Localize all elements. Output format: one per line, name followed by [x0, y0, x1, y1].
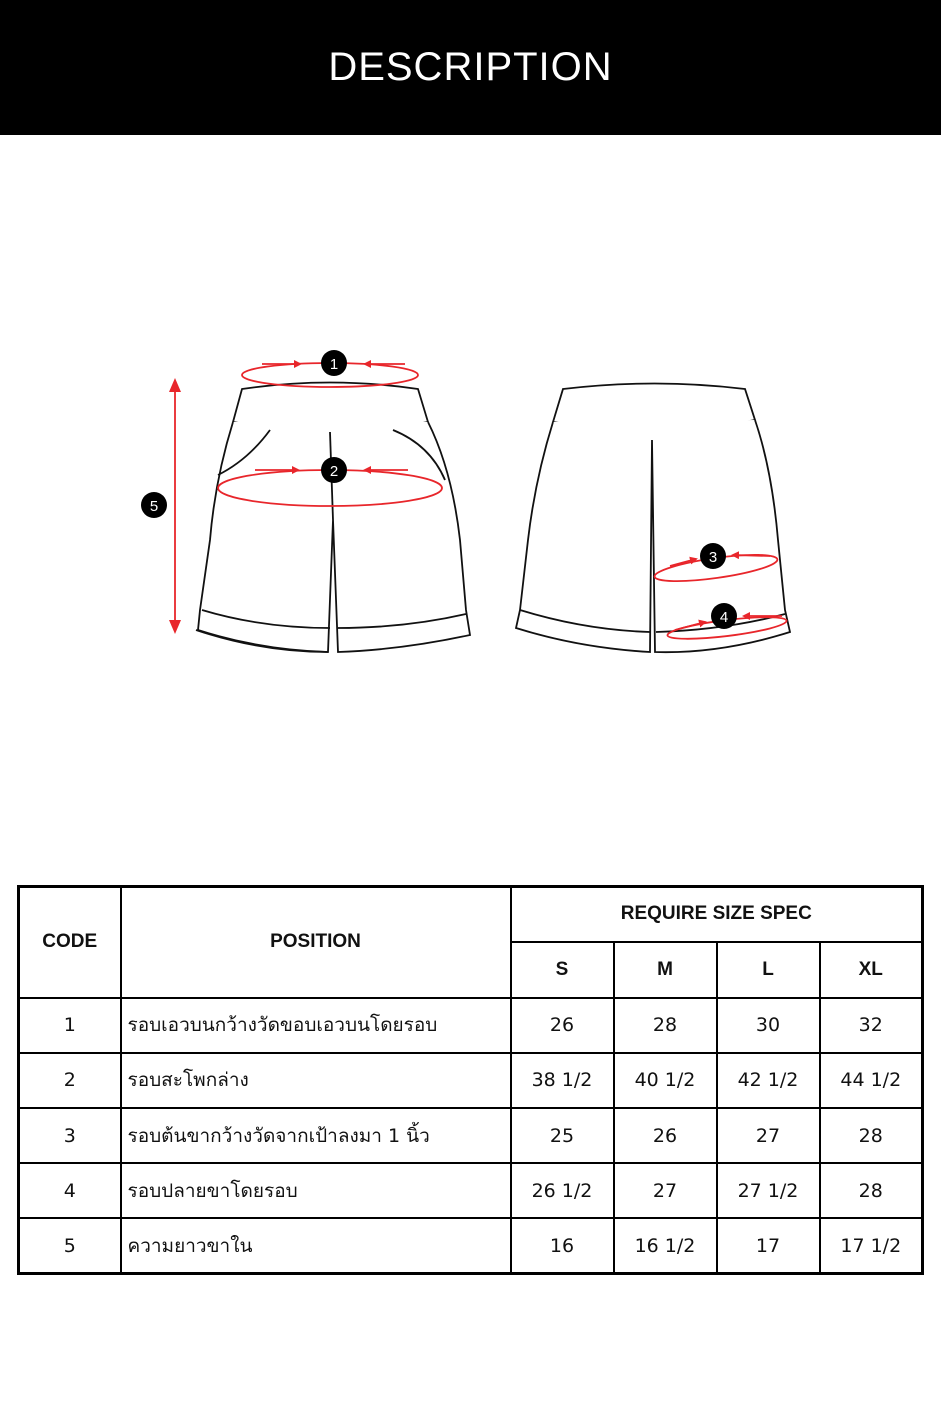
marker-2	[321, 457, 347, 483]
code-cell: 2	[19, 1053, 121, 1108]
shorts-back-view	[516, 384, 790, 653]
svg-text:4: 4	[719, 609, 729, 626]
size-cell: 28	[820, 1163, 923, 1218]
size-cell: 26	[511, 998, 614, 1053]
table-row	[19, 1053, 923, 1108]
position-cell: รอบปลายขาโดยรอบ	[121, 1163, 511, 1218]
size-cell: 27	[614, 1163, 717, 1218]
size-cell: 17 1/2	[820, 1218, 923, 1273]
position-cell: รอบเอวบนกว้างวัดขอบเอวบนโดยรอบ	[121, 998, 511, 1053]
code-cell: 3	[19, 1108, 121, 1163]
svg-text:1: 1	[329, 356, 339, 373]
position-cell: รอบสะโพกล่าง	[121, 1053, 511, 1108]
table-row	[19, 998, 923, 1053]
size-cell: 30	[717, 998, 820, 1053]
page-header	[0, 0, 941, 135]
size-cell: 17	[717, 1218, 820, 1273]
shorts-measurement-diagram	[0, 330, 941, 690]
marker-5	[141, 492, 167, 518]
size-cell: 26 1/2	[511, 1163, 614, 1218]
size-cell: 27	[717, 1108, 820, 1163]
table-row	[19, 1163, 923, 1218]
size-cell: 28	[820, 1108, 923, 1163]
size-header-m: M	[614, 942, 717, 998]
svg-text:2: 2	[329, 463, 339, 480]
size-cell: 40 1/2	[614, 1053, 717, 1108]
size-spec-table	[17, 885, 924, 1275]
size-header-l: L	[717, 942, 820, 998]
marker-3	[700, 543, 726, 569]
shorts-front-view	[196, 383, 470, 653]
size-cell: 42 1/2	[717, 1053, 820, 1108]
size-cell: 28	[614, 998, 717, 1053]
code-cell: 1	[19, 998, 121, 1053]
size-cell: 25	[511, 1108, 614, 1163]
position-cell: ความยาวขาใน	[121, 1218, 511, 1273]
size-header-xl: XL	[820, 942, 923, 998]
table-row	[19, 1108, 923, 1163]
code-header: CODE	[19, 887, 121, 998]
svg-text:3: 3	[708, 549, 718, 566]
page-title: DESCRIPTION	[328, 45, 613, 89]
size-cell: 38 1/2	[511, 1053, 614, 1108]
size-header-s: S	[511, 942, 614, 998]
position-header: POSITION	[121, 887, 511, 998]
svg-text:5: 5	[149, 498, 159, 515]
marker-1	[321, 350, 347, 376]
table-row	[19, 1218, 923, 1273]
marker-4	[711, 603, 737, 629]
size-cell: 27 1/2	[717, 1163, 820, 1218]
size-cell: 44 1/2	[820, 1053, 923, 1108]
size-cell: 32	[820, 998, 923, 1053]
size-cell: 16 1/2	[614, 1218, 717, 1273]
spec-header: REQUIRE SIZE SPEC	[511, 887, 923, 942]
size-cell: 16	[511, 1218, 614, 1273]
size-cell: 26	[614, 1108, 717, 1163]
code-cell: 4	[19, 1163, 121, 1218]
position-cell: รอบต้นขากว้างวัดจากเป้าลงมา 1 นิ้ว	[121, 1108, 511, 1163]
code-cell: 5	[19, 1218, 121, 1273]
